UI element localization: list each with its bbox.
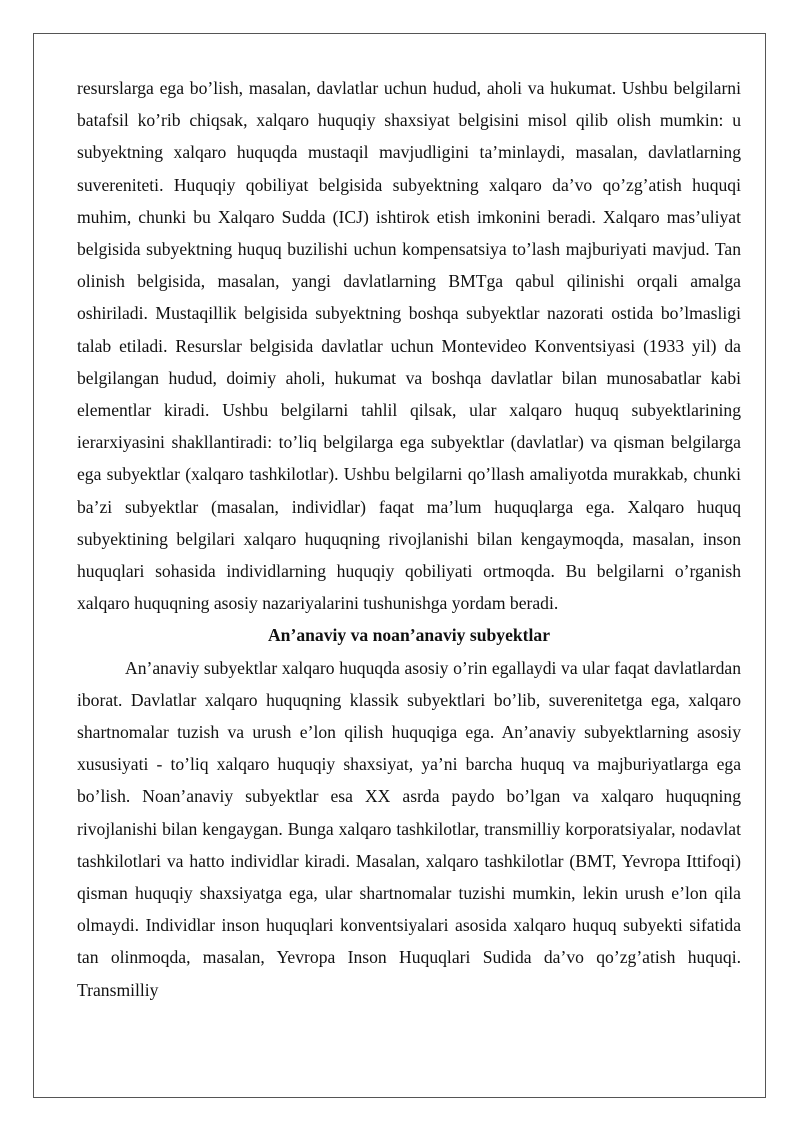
body-paragraph: An’anaviy subyektlar xalqaro huquqda asosiy o’rin egallaydi va ular faqat davlatlardan iborat. Davlatlar xalqaro huquqning klassik subyektlari bo’lib, suverenitetga ega, xalqaro shartnomalar tuzish va urush e’lon qilish huquqiga ega. An’anaviy subyektlarning asosiy xususiyati - to’liq xalqaro huquqiy shaxsiyat, ya’ni barcha huquq va majburiyatlarga ega bo’lish. Noan’anaviy subyektlar esa XX asrda paydo bo’lgan va xalqaro huquqning rivojlanishi bilan kengaygan. Bunga xalqaro tashkilotlar, transmilliy korporatsiyalar, nodavlat tashkilotlari va hatto individlar kiradi. Masalan, xalqaro tashkilotlar (BMT, Yevropa Ittifoqi) qisman huquqiy shaxsiyatga ega, ular shartnomalar tuzishi mumkin, lekin urush e’lon qila olmaydi. Individlar inson huquqlari konventsiyalari asosida xalqaro huquq subyekti sifatida tan olinmoqda, masalan, Yevropa Inson Huquqlari Sudida da’vo qo’zg’atish huquqi. Transmilliy xyxy=(77,657,741,1000)
document-body xyxy=(77,72,741,1006)
section-heading: An’anaviy va noan’anaviy subyektlar xyxy=(267,625,551,646)
body-paragraph: resurslarga ega bo’lish, masalan, davlatlar uchun hudud, aholi va hukumat. Ushbu belgilarni batafsil ko’rib chiqsak, xalqaro huquqiy shaxsiyat belgisini misol qilib olish mumkin: u subyektning xalqaro huquqda mustaqil mavjudligini ta’minlaydi, masalan, davlatlarning suvereniteti. Huquqiy qobiliyat belgisida subyektning xalqaro da’vo qo’zg’atish huquqi muhim, chunki bu Xalqaro Sudda (ICJ) ishtirok etish imkonini beradi. Xalqaro mas’uliyat belgisida subyektning huquq buzilishi uchun kompensatsiya to’lash majburiyati mavjud. Tan olinish belgisida, masalan, yangi davlatlarning BMTga qabul qilinishi orqali amalga oshiriladi. Mustaqillik belgisida subyektning boshqa subyektlar nazorati ostida bo’lmasligi talab etiladi. Resurslar belgisida davlatlar uchun Montevideo Konventsiyasi (1933 yil) da belgilangan hudud, doimiy aholi, hukumat va boshqa davlatlar bilan munosabatlar kabi elementlar kiradi. Ushbu belgilarni tahlil qilsak, ular xalqaro huquq subyektlarining ierarxiyasini shakllantiradi: to’liq belgilarga ega subyektlar (davlatlar) va qisman belgilarga ega subyektlar (xalqaro tashkilotlar). Ushbu belgilarni qo’llash amaliyotda murakkab, chunki ba’zi subyektlar (masalan, individlar) faqat ma’lum huquqlarga ega. Xalqaro huquq subyektining belgilari xalqaro huquqning rivojlanishi bilan kengaymoqda, masalan, inson huquqlari sohasida individlarning huquqiy qobiliyati ortmoqda. Bu belgilarni o’rganish xalqaro huquqning asosiy nazariyalarini tushunishga yordam beradi. xyxy=(77,78,741,614)
